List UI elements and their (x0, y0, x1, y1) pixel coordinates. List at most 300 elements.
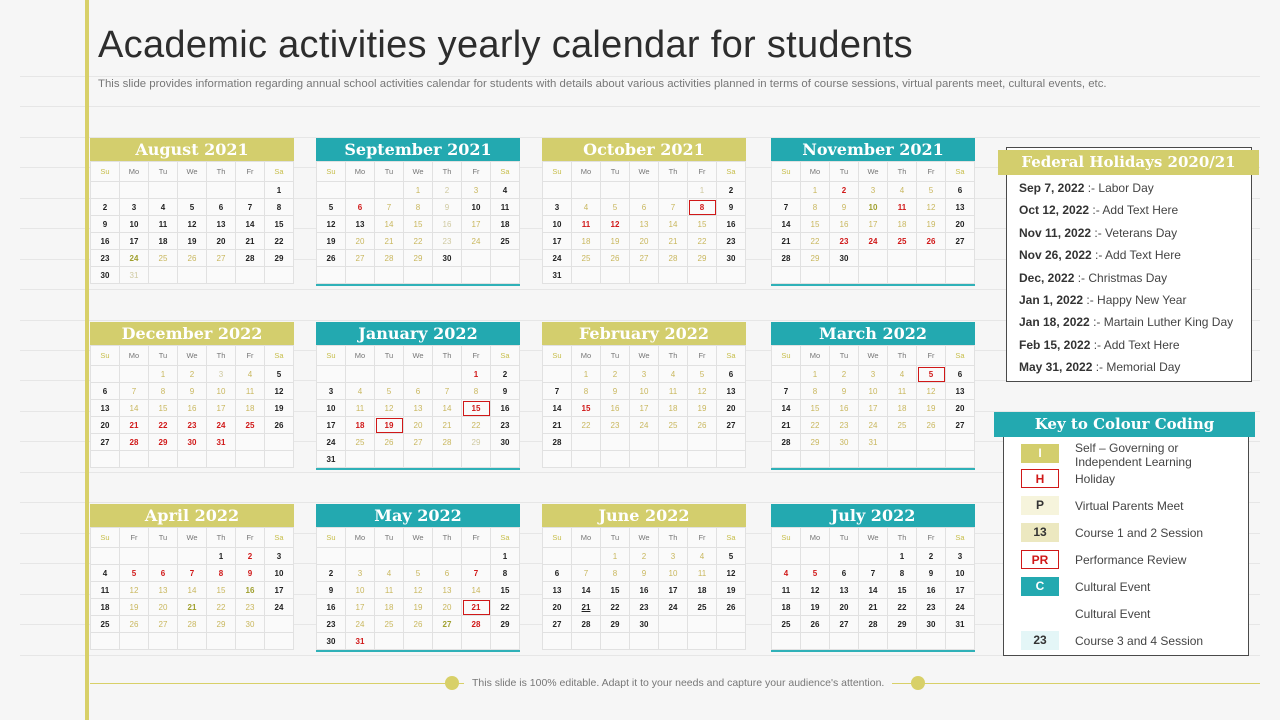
weekday-label: Fr (917, 162, 946, 182)
day-cell: 14 (178, 582, 207, 599)
day-cell: 24 (630, 417, 659, 434)
key-swatch: I (1021, 444, 1059, 463)
day-cell (149, 633, 178, 650)
day-cell: 18 (346, 417, 375, 434)
day-cell: 12 (917, 199, 946, 216)
day-cell: 20 (717, 400, 746, 417)
month-calendar (771, 138, 975, 286)
weekday-label: Mo (572, 346, 601, 366)
day-cell: 4 (236, 366, 265, 383)
day-cell (917, 267, 946, 284)
weekday-label: Sa (717, 346, 746, 366)
day-cell: 23 (491, 417, 520, 434)
day-cell (491, 267, 520, 284)
day-cell (801, 548, 830, 565)
day-cell (207, 451, 236, 468)
day-cell: 6 (543, 565, 572, 582)
month-grid (771, 161, 975, 284)
month-title: April 2022 (90, 504, 294, 527)
weekday-label: Su (317, 346, 346, 366)
day-cell (120, 366, 149, 383)
day-cell: 17 (659, 582, 688, 599)
day-cell (717, 267, 746, 284)
day-cell: 22 (888, 599, 917, 616)
day-cell: 4 (491, 182, 520, 199)
month-grid (542, 527, 746, 650)
day-cell: 12 (717, 565, 746, 582)
weekday-label: Sa (946, 346, 975, 366)
day-cell: 15 (404, 216, 433, 233)
day-cell: 12 (601, 216, 630, 233)
day-cell (772, 451, 801, 468)
day-cell: 31 (346, 633, 375, 650)
day-cell: 22 (149, 417, 178, 434)
day-cell: 2 (630, 548, 659, 565)
day-cell: 16 (630, 582, 659, 599)
day-cell: 6 (433, 565, 462, 582)
day-cell: 21 (178, 599, 207, 616)
holiday-item (1019, 271, 1167, 285)
day-cell: 26 (717, 599, 746, 616)
day-cell (433, 633, 462, 650)
day-cell: 30 (317, 633, 346, 650)
day-cell (462, 633, 491, 650)
day-cell: 1 (462, 366, 491, 383)
day-cell (888, 434, 917, 451)
day-cell (917, 250, 946, 267)
day-cell: 12 (265, 383, 294, 400)
day-cell (946, 451, 975, 468)
day-cell: 27 (946, 417, 975, 434)
day-cell: 3 (630, 366, 659, 383)
day-cell: 6 (91, 383, 120, 400)
day-cell: 4 (149, 199, 178, 216)
day-cell: 20 (946, 400, 975, 417)
weekday-label: Tu (830, 528, 859, 548)
day-cell: 3 (317, 383, 346, 400)
month-grid (542, 161, 746, 284)
month-title: November 2021 (771, 138, 975, 161)
day-cell: 8 (572, 383, 601, 400)
holiday-item (1019, 360, 1180, 374)
day-cell: 30 (917, 616, 946, 633)
day-cell: 28 (659, 250, 688, 267)
day-cell: 20 (149, 599, 178, 616)
holiday-label: :- Add Text Here (1089, 203, 1179, 218)
day-cell (207, 182, 236, 199)
day-cell: 28 (178, 616, 207, 633)
day-cell: 31 (859, 434, 888, 451)
day-cell (120, 633, 149, 650)
day-cell: 5 (801, 565, 830, 582)
holiday-label: :- Add Text Here (1090, 337, 1180, 352)
day-cell: 24 (346, 616, 375, 633)
day-cell (91, 451, 120, 468)
day-cell: 5 (375, 383, 404, 400)
day-cell: 7 (772, 199, 801, 216)
day-cell: 21 (859, 599, 888, 616)
holiday-label: :- Christmas Day (1074, 270, 1168, 285)
day-cell (772, 548, 801, 565)
day-cell: 7 (859, 565, 888, 582)
day-cell (601, 182, 630, 199)
day-cell: 5 (178, 199, 207, 216)
day-cell (91, 633, 120, 650)
day-cell (462, 451, 491, 468)
holiday-item (1019, 315, 1233, 329)
day-cell: 9 (601, 383, 630, 400)
day-cell (717, 451, 746, 468)
weekday-label: Sa (717, 162, 746, 182)
weekday-label: Su (772, 162, 801, 182)
month-calendar (90, 138, 294, 284)
day-cell: 24 (543, 250, 572, 267)
day-cell: 11 (888, 199, 917, 216)
day-cell: 15 (149, 400, 178, 417)
guide-line (20, 76, 1260, 77)
day-cell (236, 434, 265, 451)
day-cell: 18 (572, 233, 601, 250)
day-cell (178, 182, 207, 199)
day-cell: 30 (236, 616, 265, 633)
day-cell (433, 366, 462, 383)
day-cell: 29 (688, 250, 717, 267)
weekday-label: We (178, 346, 207, 366)
day-cell: 2 (317, 565, 346, 582)
day-cell: 7 (236, 199, 265, 216)
holiday-label: :- Martain Luther King Day (1089, 315, 1234, 330)
day-cell (946, 267, 975, 284)
holiday-date: Nov 11, 2022 (1019, 225, 1092, 240)
day-cell: 15 (491, 582, 520, 599)
key-label: Cultural Event (1075, 580, 1151, 594)
day-cell: 4 (346, 383, 375, 400)
month-calendar (90, 504, 294, 650)
month-title: July 2022 (771, 504, 975, 527)
weekday-label: Th (659, 528, 688, 548)
day-cell (830, 451, 859, 468)
day-cell: 29 (801, 250, 830, 267)
weekday-label: Tu (601, 162, 630, 182)
day-cell: 1 (688, 182, 717, 199)
key-label: Virtual Parents Meet (1075, 499, 1184, 513)
day-cell: 8 (601, 565, 630, 582)
key-label: Course 1 and 2 Session (1075, 526, 1204, 540)
month-calendar (316, 504, 520, 652)
weekday-label: Tu (601, 528, 630, 548)
day-cell: 18 (236, 400, 265, 417)
day-cell (491, 250, 520, 267)
weekday-label: Mo (801, 528, 830, 548)
weekday-label: We (859, 346, 888, 366)
day-cell: 10 (859, 199, 888, 216)
holiday-date: Sep 7, 2022 (1019, 181, 1085, 195)
day-cell (236, 267, 265, 284)
day-cell: 3 (265, 548, 294, 565)
day-cell: 23 (433, 233, 462, 250)
day-cell (375, 182, 404, 199)
day-cell: 13 (207, 216, 236, 233)
month-grid (90, 345, 294, 468)
day-cell: 6 (630, 199, 659, 216)
month-title: May 2022 (316, 504, 520, 527)
weekday-label: Th (888, 528, 917, 548)
day-cell: 24 (859, 233, 888, 250)
weekday-label: Mo (346, 162, 375, 182)
day-cell: 3 (859, 366, 888, 383)
day-cell: 27 (946, 233, 975, 250)
day-cell: 26 (404, 616, 433, 633)
day-cell (375, 267, 404, 284)
day-cell: 8 (462, 383, 491, 400)
holiday-item (1019, 248, 1181, 262)
day-cell: 2 (601, 366, 630, 383)
weekday-label: Sa (265, 528, 294, 548)
day-cell: 1 (888, 548, 917, 565)
page-subtitle: This slide provides information regarding annual school activities calendar for students with details about various activities planned in terms of course sessions, virtual parents meet, cultural events, etc. (98, 78, 1107, 90)
day-cell: 5 (265, 366, 294, 383)
day-cell: 25 (375, 616, 404, 633)
day-cell (659, 616, 688, 633)
day-cell: 9 (717, 199, 746, 216)
day-cell: 10 (120, 216, 149, 233)
day-cell: 28 (462, 616, 491, 633)
day-cell (572, 451, 601, 468)
month-title: June 2022 (542, 504, 746, 527)
day-cell: 22 (688, 233, 717, 250)
day-cell: 8 (801, 383, 830, 400)
holiday-date: Oct 12, 2022 (1019, 203, 1090, 218)
month-calendar (90, 322, 294, 468)
weekday-label: Su (543, 162, 572, 182)
day-cell: 28 (543, 434, 572, 451)
day-cell: 5 (917, 366, 946, 383)
day-cell: 8 (207, 565, 236, 582)
day-cell (149, 267, 178, 284)
day-cell: 5 (601, 199, 630, 216)
day-cell (772, 633, 801, 650)
day-cell: 28 (236, 250, 265, 267)
day-cell: 17 (120, 233, 149, 250)
day-cell: 30 (91, 267, 120, 284)
day-cell: 15 (888, 582, 917, 599)
day-cell: 8 (491, 565, 520, 582)
day-cell (543, 633, 572, 650)
holiday-date: Nov 26, 2022 (1019, 248, 1092, 263)
holiday-item (1019, 181, 1154, 195)
month-grid (771, 345, 975, 468)
day-cell: 14 (375, 216, 404, 233)
day-cell: 12 (688, 383, 717, 400)
day-cell: 24 (317, 434, 346, 451)
day-cell: 12 (917, 383, 946, 400)
day-cell: 17 (462, 216, 491, 233)
day-cell: 3 (659, 548, 688, 565)
day-cell: 28 (375, 250, 404, 267)
day-cell: 24 (207, 417, 236, 434)
day-cell: 9 (178, 383, 207, 400)
weekday-label: Sa (491, 162, 520, 182)
day-cell (543, 182, 572, 199)
month-underline (316, 468, 520, 470)
weekday-label: We (404, 162, 433, 182)
day-cell: 29 (888, 616, 917, 633)
day-cell (572, 633, 601, 650)
month-calendar (771, 504, 975, 652)
day-cell: 17 (265, 582, 294, 599)
day-cell (404, 366, 433, 383)
day-cell: 24 (265, 599, 294, 616)
day-cell: 30 (830, 250, 859, 267)
day-cell: 25 (659, 417, 688, 434)
key-swatch: PR (1021, 550, 1059, 569)
day-cell: 7 (120, 383, 149, 400)
holiday-label: :- Happy New Year (1083, 293, 1187, 307)
day-cell: 10 (346, 582, 375, 599)
day-cell: 7 (178, 565, 207, 582)
day-cell: 7 (433, 383, 462, 400)
weekday-label: Fr (917, 528, 946, 548)
day-cell (830, 548, 859, 565)
day-cell: 29 (601, 616, 630, 633)
day-cell: 12 (375, 400, 404, 417)
weekday-label: Tu (830, 162, 859, 182)
day-cell (717, 434, 746, 451)
day-cell: 1 (801, 182, 830, 199)
day-cell: 10 (946, 565, 975, 582)
accent-bar (85, 0, 89, 720)
day-cell: 26 (265, 417, 294, 434)
day-cell: 13 (946, 199, 975, 216)
day-cell (888, 451, 917, 468)
day-cell (830, 267, 859, 284)
day-cell: 26 (120, 616, 149, 633)
day-cell: 8 (265, 199, 294, 216)
day-cell (917, 451, 946, 468)
day-cell: 9 (236, 565, 265, 582)
day-cell: 8 (404, 199, 433, 216)
weekday-label: Mo (801, 346, 830, 366)
day-cell (346, 182, 375, 199)
weekday-label: Tu (149, 346, 178, 366)
day-cell (946, 434, 975, 451)
day-cell: 5 (917, 182, 946, 199)
day-cell (120, 548, 149, 565)
day-cell: 21 (659, 233, 688, 250)
weekday-label: Sa (265, 346, 294, 366)
month-grid (316, 345, 520, 468)
day-cell: 22 (265, 233, 294, 250)
day-cell: 4 (91, 565, 120, 582)
day-cell: 10 (543, 216, 572, 233)
day-cell (120, 451, 149, 468)
day-cell (91, 182, 120, 199)
day-cell: 16 (717, 216, 746, 233)
day-cell: 14 (236, 216, 265, 233)
day-cell: 14 (772, 216, 801, 233)
day-cell: 1 (265, 182, 294, 199)
weekday-label: Su (772, 346, 801, 366)
day-cell: 5 (317, 199, 346, 216)
weekday-label: Fr (688, 528, 717, 548)
day-cell: 1 (801, 366, 830, 383)
day-cell (772, 366, 801, 383)
day-cell: 13 (346, 216, 375, 233)
day-cell: 5 (120, 565, 149, 582)
day-cell: 29 (265, 250, 294, 267)
weekday-label: We (404, 346, 433, 366)
day-cell: 13 (543, 582, 572, 599)
weekday-label: Sa (946, 528, 975, 548)
weekday-label: Th (659, 162, 688, 182)
day-cell: 19 (917, 400, 946, 417)
day-cell: 17 (207, 400, 236, 417)
weekday-label: We (178, 162, 207, 182)
holiday-date: Dec, 2022 (1019, 270, 1075, 285)
day-cell (462, 267, 491, 284)
day-cell: 23 (178, 417, 207, 434)
month-title: December 2022 (90, 322, 294, 345)
day-cell (772, 182, 801, 199)
day-cell: 31 (946, 616, 975, 633)
day-cell (859, 633, 888, 650)
day-cell: 20 (433, 599, 462, 616)
weekday-label: Su (772, 528, 801, 548)
weekday-label: Tu (149, 528, 178, 548)
weekday-label: Su (543, 346, 572, 366)
day-cell: 18 (888, 400, 917, 417)
day-cell: 16 (178, 400, 207, 417)
month-title: January 2022 (316, 322, 520, 345)
day-cell: 1 (404, 182, 433, 199)
day-cell: 3 (120, 199, 149, 216)
day-cell (630, 434, 659, 451)
weekday-label: Su (317, 162, 346, 182)
weekday-label: Mo (572, 162, 601, 182)
key-label: Performance Review (1075, 553, 1187, 567)
day-cell: 11 (572, 216, 601, 233)
weekday-label: Tu (149, 162, 178, 182)
day-cell: 6 (830, 565, 859, 582)
day-cell (659, 434, 688, 451)
day-cell (462, 548, 491, 565)
month-calendar (316, 322, 520, 470)
day-cell: 18 (149, 233, 178, 250)
day-cell: 13 (717, 383, 746, 400)
day-cell: 27 (433, 616, 462, 633)
day-cell: 25 (888, 417, 917, 434)
weekday-label: Sa (491, 346, 520, 366)
day-cell (688, 267, 717, 284)
day-cell: 19 (178, 233, 207, 250)
day-cell: 31 (317, 451, 346, 468)
weekday-label: Sa (265, 162, 294, 182)
day-cell: 8 (149, 383, 178, 400)
day-cell (265, 616, 294, 633)
month-title: March 2022 (771, 322, 975, 345)
weekday-label: Tu (830, 346, 859, 366)
day-cell (888, 250, 917, 267)
month-underline (771, 284, 975, 286)
day-cell: 13 (830, 582, 859, 599)
day-cell (659, 451, 688, 468)
weekday-label: Mo (120, 162, 149, 182)
day-cell: 1 (149, 366, 178, 383)
day-cell: 3 (346, 565, 375, 582)
day-cell: 10 (265, 565, 294, 582)
day-cell: 14 (572, 582, 601, 599)
day-cell: 24 (462, 233, 491, 250)
